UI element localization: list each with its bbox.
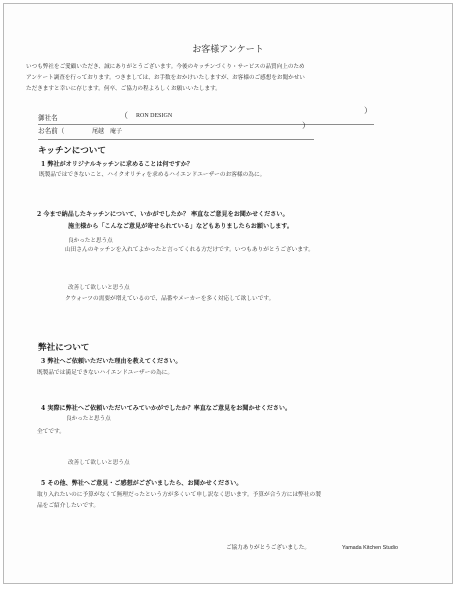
question-2: 2 今まで納品したキッチンについて、いかがでしたか？ 率直なご意見をお聞かせください。 [37, 211, 289, 218]
company-paren-close: ） [364, 106, 372, 115]
name-value: 尾越 庵子 [92, 129, 123, 135]
answer-3: 既製品では満足できないハイエンドユーザーの為に。 [37, 370, 174, 376]
company-paren-open: （ [120, 111, 128, 120]
survey-page [3, 3, 453, 584]
closing-thanks: ご協力ありがとうございました。 [226, 545, 310, 551]
q2-good-label: 良かったと思う点 [68, 238, 113, 244]
answer-5-line-1: 取り入れたいのに予算がなくて無理だったという方が多くいて申し訳なく思います。予算が合う方には弊社の製 [37, 492, 321, 498]
question-2-note: 施主様から「こんなご意見が寄せられている」などもありましたらお願いします。 [68, 223, 293, 230]
question-4: 4 実際に弊社へご依頼いただいてみていかがでしたか？率直なご意見をお聞かせください。 [41, 405, 292, 412]
studio-name: Yamada Kitchen Studio [342, 545, 398, 551]
section-kitchen-title: キッチンについて [38, 146, 106, 156]
q2-improve-label: 改善して欲しいと思う点 [68, 285, 130, 291]
intro-line-1: いつも弊社をご愛顧いただき、誠にありがとうございます。今後のキッチンづくり・サービスの品質向上のため [26, 64, 305, 70]
q4-good-answer: 全てです。 [37, 429, 65, 435]
q4-improve-label: 改善して欲しいと思う点 [68, 460, 130, 466]
question-3: 3 弊社へご依頼いただいた理由を教えてください。 [41, 358, 182, 365]
company-underline [38, 124, 374, 125]
name-paren-close: ） [302, 121, 310, 130]
question-1: 1 弊社がオリジナルキッチンに求めることは何ですか？ [41, 161, 193, 168]
company-value: RON DESIGN [136, 113, 173, 119]
name-label: お名前（ [38, 127, 65, 135]
q2-good-answer: 山田さんのキッチンを入れてよかったと言ってくれる方だけです。いつもありがとうございます。 [65, 247, 314, 253]
intro-line-2: アンケート調査を行っております。つきましては、お手数をおかけいたしますが、お客様のご感想をお聞かせい [26, 75, 305, 81]
q4-good-label: 良かったと思う点 [66, 416, 111, 422]
intro-line-3: ただきますと幸いに存じます。何卒、ご協力の程よろしくお願いいたします。 [26, 86, 221, 92]
section-company-title: 弊社について [38, 343, 90, 353]
company-label: 御社名 [38, 114, 58, 122]
q2-improve-answer: クウォーツの需要が増えているので、品番やメーカーを多く対応して欲しいです。 [65, 296, 275, 302]
survey-title: お客様アンケート [192, 45, 264, 55]
name-underline [38, 139, 314, 140]
question-5: 5 その他、弊社へご意見・ご感想がございましたら、お聞かせください。 [41, 480, 243, 487]
answer-1: 既製品ではできないこと、ハイクオリティを求めるハイエンドユーザーのお客様の為に。 [39, 172, 266, 178]
answer-5-line-2: 品をご紹介したいです。 [37, 503, 100, 509]
